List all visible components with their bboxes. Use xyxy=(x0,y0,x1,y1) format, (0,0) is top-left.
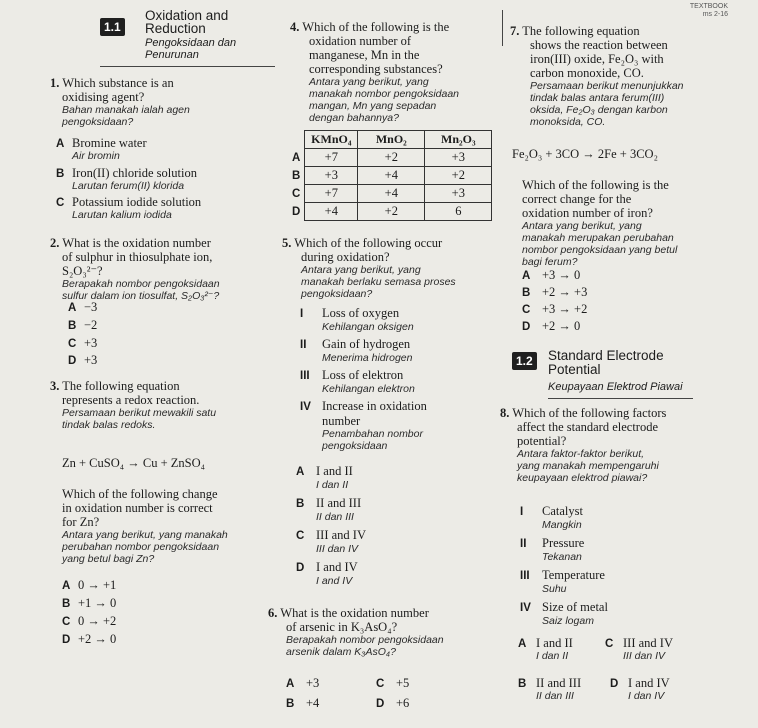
section-badge: 1.1 xyxy=(100,18,125,36)
option-c[interactable]: C +3 xyxy=(68,336,98,350)
question-text: The following equation xyxy=(522,24,640,38)
question-text-ms: monoksida, CO. xyxy=(530,116,606,128)
question-text-ms: tindak balas antara ferum(III) xyxy=(530,92,665,104)
option-a[interactable]: A I and II xyxy=(518,636,573,650)
section-subtitle-line1: Pengoksidaan dan xyxy=(145,37,237,49)
option-c-ms: Larutan kalium iodida xyxy=(72,209,172,221)
table-cell: 6 xyxy=(425,203,492,221)
option-b-ms: II dan III xyxy=(316,511,354,523)
question-text-ms: nombor pengoksidaan yang betul xyxy=(522,244,678,256)
question-text: corresponding substances? xyxy=(309,62,443,76)
option-b[interactable]: B II and III xyxy=(296,496,362,510)
statement-item-ms: Suhu xyxy=(542,583,567,595)
question-4 xyxy=(290,20,500,124)
question-text-ms: dengan bahannya? xyxy=(309,112,399,124)
question-text-ms: bagi ferum? xyxy=(522,256,578,268)
question-7 xyxy=(510,24,710,128)
question-5-statements xyxy=(300,306,500,452)
question-text: Which substance is an xyxy=(62,76,174,90)
table-cell: +4 xyxy=(305,203,358,221)
question-5-options xyxy=(296,464,496,587)
option-d[interactable]: D +3 xyxy=(68,353,98,367)
question-text: What is the oxidation number xyxy=(280,606,429,620)
option-c-ms: III dan IV xyxy=(623,650,666,662)
question-text-ms: manakah berlaku semasa proses xyxy=(301,276,456,288)
question-text: oxidation number of iron? xyxy=(522,206,653,220)
question-text-ms: yang manakah mempengaruhi xyxy=(517,460,659,472)
table-cell: +4 xyxy=(358,185,425,203)
option-a[interactable]: A +3 xyxy=(286,676,320,690)
question-text-ms: keupayaan elektrod piawai? xyxy=(517,472,648,484)
question-text-ms: pengoksidaan? xyxy=(62,116,134,128)
column-header: Mn₂O₃ xyxy=(425,131,492,149)
statement-item: IV Increase in oxidation xyxy=(300,399,427,413)
question-text-ms: yang betul bagi Zn? xyxy=(62,553,155,565)
option-a[interactable]: A −3 xyxy=(68,300,98,314)
table-row[interactable] xyxy=(292,149,492,167)
option-b[interactable]: B Iron(II) chloride solution xyxy=(56,166,197,180)
question-number: 8. xyxy=(500,406,510,420)
question-2 xyxy=(50,236,270,302)
question-text: in oxidation number is correct xyxy=(62,501,213,515)
column-header: KMnO₄ xyxy=(305,131,358,149)
section-subtitle: Keupayaan Elektrod Piawai xyxy=(548,381,683,393)
option-a-ms: Air bromin xyxy=(72,150,120,162)
question-text: shows the reaction between xyxy=(530,38,668,52)
statement-item: I Catalyst xyxy=(520,504,583,518)
question-7-part2 xyxy=(522,178,722,268)
option-d-ms: I dan IV xyxy=(628,690,665,702)
question-text: The following equation xyxy=(62,379,180,393)
question-text: Which of the following change xyxy=(62,487,218,501)
statement-item: II Pressure xyxy=(520,536,585,550)
reaction-equation: Zn + CuSO₄ → Cu + ZnSO₄ xyxy=(62,456,205,470)
question-text-ms: Antara yang berikut, yang manakah xyxy=(62,529,228,541)
statement-item-ms: Kehilangan oksigen xyxy=(322,321,414,333)
row-letter: A xyxy=(292,151,301,164)
option-c[interactable]: C Potassium iodide solution xyxy=(56,195,202,209)
question-text: carbon monoxide, CO. xyxy=(530,66,644,80)
question-text-ms: Persamaan berikut menunjukkan xyxy=(530,80,684,92)
statement-item-ms: Menerima hidrogen xyxy=(322,352,413,364)
question-text-ms: Antara faktor-faktor berikut, xyxy=(517,448,645,460)
question-text: represents a redox reaction. xyxy=(62,393,200,407)
section-badge: 1.2 xyxy=(512,352,537,370)
question-formula: S₂O₃²⁻? xyxy=(62,264,103,278)
option-d[interactable]: D +2 → 0 xyxy=(62,632,117,646)
row-letter: C xyxy=(292,187,301,200)
reaction-equation: Fe₂O₃ + 3CO → 2Fe + 3CO₂ xyxy=(512,147,658,161)
statement-item: IV Size of metal xyxy=(520,600,608,614)
statement-item: II Gain of hydrogen xyxy=(300,337,411,351)
question-text-ms: manakah merupakan perubahan xyxy=(522,232,674,244)
question-text: Which of the following is the xyxy=(522,178,669,192)
corner-mark: TEXTBOOK ms 2-16 xyxy=(689,3,728,18)
question-text-ms: manakah nombor pengoksidaan xyxy=(309,88,460,100)
question-text-ms: tindak balas redoks. xyxy=(62,419,156,431)
statement-item: I Loss of oxygen xyxy=(300,306,400,320)
table-row[interactable] xyxy=(292,203,492,221)
question-text-ms: Bahan manakah ialah agen xyxy=(62,104,190,116)
option-c[interactable]: C +5 xyxy=(376,676,410,690)
question-text: manganese, Mn in the xyxy=(309,48,420,62)
question-text: of arsenic in K₃AsO₄? xyxy=(286,620,398,634)
table-cell: +3 xyxy=(425,185,492,203)
statement-item-cont: number xyxy=(322,414,361,428)
question-text: iron(III) oxide, Fe₂O₃ with xyxy=(530,52,664,66)
question-text-ms: Berapakah nombor pengoksidaan xyxy=(286,634,444,646)
column-marker xyxy=(502,10,503,46)
question-text-ms: Antara yang berikut, yang xyxy=(301,264,421,276)
section-title-line1: Standard Electrode xyxy=(548,348,664,363)
option-c[interactable]: C +3 → +2 xyxy=(522,302,588,316)
question-number: 1. xyxy=(50,76,60,90)
question-3-part2 xyxy=(62,487,277,565)
question-text-ms: perubahan nombor pengoksidaan xyxy=(62,541,220,553)
question-text-ms: Persamaan berikut mewakili satu xyxy=(62,407,217,419)
table-row[interactable] xyxy=(292,167,492,185)
option-d[interactable]: D I and IV xyxy=(610,676,670,690)
table-cell: +3 xyxy=(305,167,358,185)
option-b[interactable]: B −2 xyxy=(68,318,98,332)
option-a[interactable]: A Bromine water xyxy=(56,136,147,150)
option-c[interactable]: C III and IV xyxy=(296,528,366,542)
row-letter: D xyxy=(292,205,301,218)
table-cell: +7 xyxy=(305,185,358,203)
option-b[interactable]: B +1 → 0 xyxy=(62,596,117,610)
option-a[interactable]: A 0 → +1 xyxy=(62,578,117,592)
option-b[interactable]: B +2 → +3 xyxy=(522,285,588,299)
question-text: Which of the following occur xyxy=(294,236,443,250)
question-text-ms: pengoksidaan? xyxy=(301,288,373,300)
question-number: 5. xyxy=(282,236,292,250)
column-header: MnO₂ xyxy=(358,131,425,149)
option-d[interactable]: D I and IV xyxy=(296,560,358,574)
option-a[interactable]: A +3 → 0 xyxy=(522,268,581,282)
option-a[interactable]: A I and II xyxy=(296,464,353,478)
question-text: for Zn? xyxy=(62,515,100,529)
question-text: potential? xyxy=(517,434,567,448)
row-letter: B xyxy=(292,169,301,182)
question-text: oxidising agent? xyxy=(62,90,145,104)
section-divider xyxy=(548,398,693,399)
question-text-ms: sulfur dalam ion tiosulfat, S₂O₃²⁻? xyxy=(62,290,220,302)
question-text: What is the oxidation number xyxy=(62,236,211,250)
table-cell: +2 xyxy=(358,203,425,221)
table-header-row xyxy=(292,131,492,149)
option-d[interactable]: D +2 → 0 xyxy=(522,319,581,333)
statement-item-ms: pengoksidaan xyxy=(322,440,388,452)
option-c[interactable]: C 0 → +2 xyxy=(62,614,117,628)
option-b-ms: Larutan ferum(II) klorida xyxy=(72,180,185,192)
section-title-line1: Oxidation and xyxy=(145,8,229,23)
question-5 xyxy=(282,236,497,300)
question-text: Which of the following factors xyxy=(512,406,667,420)
question-6 xyxy=(268,606,498,658)
option-c[interactable]: C III and IV xyxy=(605,636,673,650)
table-cell: +2 xyxy=(425,167,492,185)
statement-item: III Temperature xyxy=(520,568,605,582)
question-text-ms: Antara yang berikut, yang xyxy=(522,220,642,232)
table-cell: +2 xyxy=(358,149,425,167)
section-title-line2: Reduction xyxy=(145,21,206,36)
option-b[interactable]: B +4 xyxy=(286,696,320,710)
option-a-ms: I dan II xyxy=(316,479,349,491)
question-text-ms: oksida, Fe₂O₃ dengan karbon xyxy=(530,104,668,116)
question-text-ms: arsenik dalam K₃AsO₄? xyxy=(286,646,396,658)
statement-item-ms: Saiz logam xyxy=(542,615,594,627)
question-text: during oxidation? xyxy=(301,250,390,264)
question-number: 7. xyxy=(510,24,520,38)
option-d-ms: I and IV xyxy=(316,575,353,587)
section-subtitle-line2: Penurunan xyxy=(145,49,199,61)
question-8 xyxy=(500,406,715,484)
question-number: 2. xyxy=(50,236,60,250)
question-text-ms: Berapakah nombor pengoksidaan xyxy=(62,278,220,290)
oxidation-number-table xyxy=(292,130,492,221)
question-text: affect the standard electrode xyxy=(517,420,659,434)
statement-item-ms: Kehilangan elektron xyxy=(322,383,415,395)
statement-item-ms: Penambahan nombor xyxy=(322,428,423,440)
question-text-ms: mangan, Mn yang sepadan xyxy=(309,100,437,112)
question-8-statements xyxy=(520,504,710,627)
option-a-ms: I dan II xyxy=(536,650,569,662)
question-text-ms: Antara yang berikut, yang xyxy=(309,76,429,88)
statement-item-ms: Tekanan xyxy=(542,551,582,563)
option-d[interactable]: D +6 xyxy=(376,696,410,710)
option-b-ms: II dan III xyxy=(536,690,574,702)
table-cell: +7 xyxy=(305,149,358,167)
question-number: 4. xyxy=(290,20,300,34)
table-cell: +3 xyxy=(425,149,492,167)
section-divider xyxy=(100,66,275,67)
question-1 xyxy=(50,76,270,128)
option-b[interactable]: B II and III xyxy=(518,676,582,690)
statement-item: III Loss of elektron xyxy=(300,368,404,382)
question-text: of sulphur in thiosulphate ion, xyxy=(62,250,213,264)
option-c-ms: III dan IV xyxy=(316,543,359,555)
table-row[interactable] xyxy=(292,185,492,203)
section-title-line2: Potential xyxy=(548,362,601,377)
question-text: Which of the following is the xyxy=(302,20,450,34)
question-number: 3. xyxy=(50,379,60,393)
statement-item-ms: Mangkin xyxy=(542,519,582,531)
question-text: correct change for the xyxy=(522,192,632,206)
table-cell: +4 xyxy=(358,167,425,185)
question-number: 6. xyxy=(268,606,278,620)
question-text: oxidation number of xyxy=(309,34,412,48)
question-3 xyxy=(50,379,275,431)
